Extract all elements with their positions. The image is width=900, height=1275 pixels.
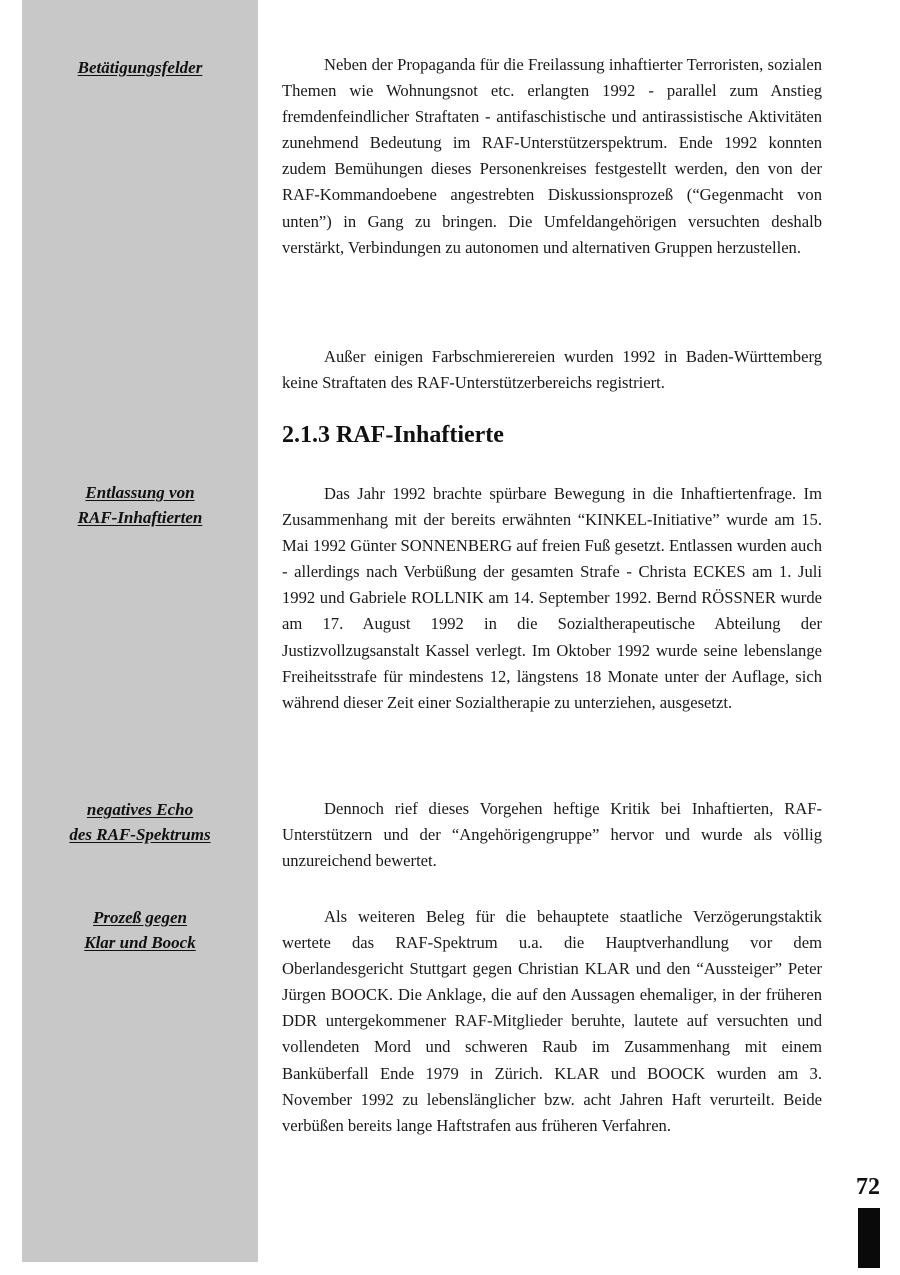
paragraph-text: Außer einigen Farbschmierereien wurden 1992 in Baden-Württemberg keine Straftaten des RAF-Unterstützerbereichs registriert. <box>282 347 822 393</box>
margin-note-betaetigungsfelder <box>22 55 258 80</box>
margin-note-line: Prozeß gegen <box>93 908 187 927</box>
margin-note-line: Entlassung von <box>85 483 195 502</box>
margin-note-line: RAF-Inhaftierten <box>77 508 203 527</box>
page-number: 72 <box>856 1174 880 1200</box>
paragraph-text: Neben der Propaganda für die Freilassung inhaftierter Terroristen, sozialen Themen wie Wohnungsnot etc. erlangten 1992 - parallel zum Anstieg fremdenfeindlicher Straftaten - antifaschistische und antirassistische Aktivitäten zunehmend Bedeutung im RAF-Unterstützerspektrum. Ende 1992 konnten zudem Bemühungen dieses Personenkreises festgestellt werden, den von der RAF-Kommandoebene angestrebten Diskussionsprozeß (“Gegenmacht von unten”) in Gang zu bringen. Die Umfeldangehörigen versuchten deshalb verstärkt, Verbindungen zu autonomen und alternativen Gruppen herzustellen. <box>282 55 822 257</box>
margin-note-prozess <box>22 905 258 955</box>
paragraph-farbschmierereien <box>282 344 822 396</box>
paragraph-betaetigungsfelder <box>282 52 822 261</box>
paragraph-prozess <box>282 904 822 1139</box>
margin-note-negatives-echo <box>22 797 258 847</box>
thumb-index-mark <box>858 1208 880 1268</box>
margin-sidebar <box>22 0 258 1262</box>
margin-note-line: Klar und Boock <box>84 933 196 952</box>
paragraph-text: Das Jahr 1992 brachte spürbare Bewegung in die Inhaftiertenfrage. Im Zusammenhang mit der bereits erwähnten “KINKEL-Initiative” wurde am 15. Mai 1992 Günter SONNENBERG auf freien Fuß gesetzt. Entlassen wurden auch - allerdings nach Verbüßung der gesamten Strafe - Christa ECKES am 1. Juli 1992 und Gabriele ROLLNIK am 14. September 1992. Bernd RÖSSNER wurde am 17. August 1992 in die Sozialtherapeutische Abteilung der Justizvollzugsanstalt Kassel verlegt. Im Oktober 1992 wurde seine lebenslange Freiheitsstrafe für mindestens 12, längstens 18 Monate unter der Auflage, sich während dieser Zeit einer Sozialtherapie zu unterziehen, ausgesetzt. <box>282 484 822 712</box>
paragraph-entlassung <box>282 481 822 716</box>
margin-note-entlassung <box>22 480 258 530</box>
margin-note-line: Betätigungsfelder <box>77 58 203 77</box>
section-title: 2.1.3 RAF-Inhaftierte <box>282 422 504 448</box>
paragraph-kritik <box>282 796 822 874</box>
margin-note-line: des RAF-Spektrums <box>69 825 211 844</box>
margin-note-line: negatives Echo <box>86 800 194 819</box>
paragraph-text: Dennoch rief dieses Vorgehen heftige Kritik bei Inhaftierten, RAF-Unterstützern und der “Angehörigengruppe” hervor und wurde als völlig unzureichend bewertet. <box>282 799 822 871</box>
paragraph-text: Als weiteren Beleg für die behauptete staatliche Verzögerungstaktik wertete das RAF-Spektrum u.a. die Hauptverhandlung vor dem Oberlandesgericht Stuttgart gegen Christian KLAR und den “Aussteiger” Peter Jürgen BOOCK. Die Anklage, die auf den Aussagen ehemaliger, in der früheren DDR untergekommener RAF-Mitglieder beruhte, lautete auf versuchten und vollendeten Mord und schweren Raub im Zusammenhang mit einem Banküberfall Ende 1979 in Zürich. KLAR und BOOCK wurden am 3. November 1992 zu lebenslänglicher bzw. acht Jahren Haft verurteilt. Beide verbüßen bereits lange Haftstrafen aus früheren Verfahren. <box>282 907 822 1135</box>
